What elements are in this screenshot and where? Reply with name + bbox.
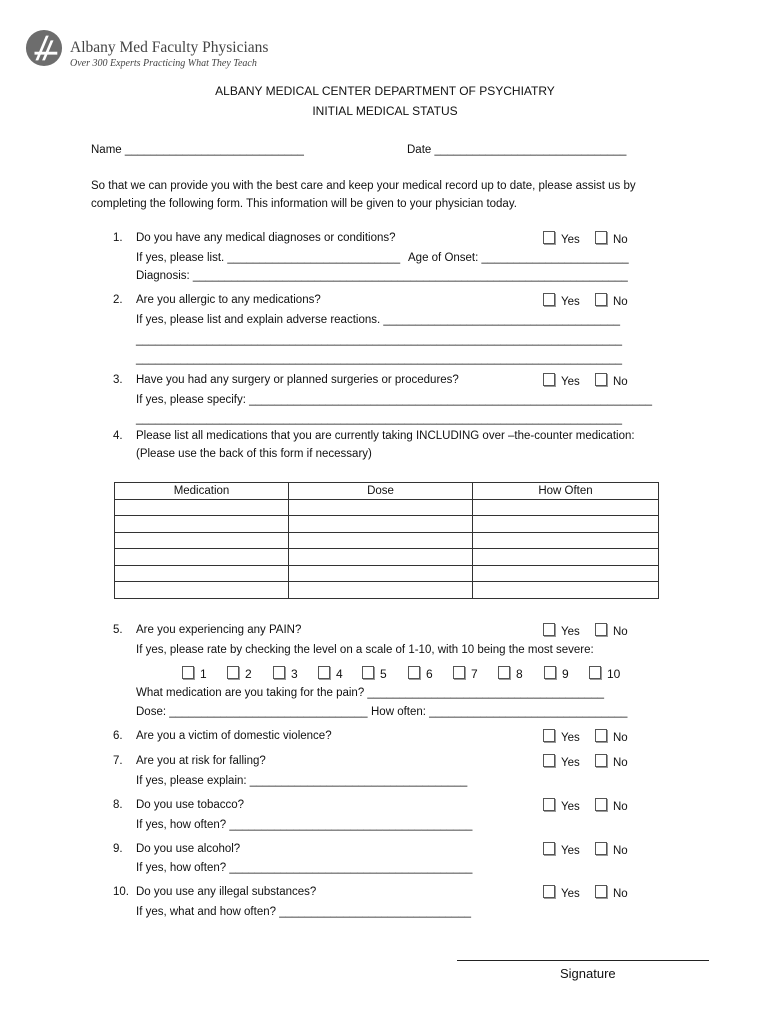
q10-no-checkbox[interactable]: [595, 885, 607, 898]
q7-yes-checkbox[interactable]: [543, 754, 555, 767]
q2-line-1[interactable]: ____________________________________________________________________________: [136, 334, 623, 346]
q1-yes-label: Yes: [561, 234, 580, 246]
table-cell[interactable]: [115, 516, 289, 533]
q6-no-label: No: [612, 732, 628, 744]
pain-3-label: 3: [291, 667, 298, 681]
q5-pain-medication-field[interactable]: What medication are you taking for the pain? _____________________________________: [136, 687, 605, 699]
brand-tagline: Over 300 Experts Practicing What They Teach: [70, 58, 257, 69]
q10-yes-checkbox[interactable]: [543, 885, 555, 898]
table-cell[interactable]: [289, 565, 473, 582]
q3-specify-field[interactable]: If yes, please specify: _______________________________________________________________: [136, 394, 653, 406]
table-cell[interactable]: [289, 582, 473, 599]
table-row: [115, 516, 659, 533]
table-row: [115, 532, 659, 549]
brand-name: Albany Med Faculty Physicians: [70, 39, 269, 56]
q7-text: Are you at risk for falling?: [136, 755, 266, 767]
pain-4-checkbox[interactable]: [318, 666, 330, 679]
q5-scale-instructions: If yes, please rate by checking the level on a scale of 1-10, with 10 being the most severe:: [136, 644, 594, 656]
q7-yes-label: Yes: [561, 757, 580, 769]
q3-yes-label: Yes: [561, 376, 580, 388]
table-row: [115, 499, 659, 516]
q6-yes-label: Yes: [561, 732, 580, 744]
q3-no-label: No: [612, 376, 628, 388]
q8-yes-checkbox[interactable]: [543, 798, 555, 811]
q1-age-onset-field[interactable]: Age of Onset: _______________________: [408, 252, 629, 264]
q9-how-often-field[interactable]: If yes, how often? ______________________________________: [136, 862, 473, 874]
table-cell[interactable]: [115, 532, 289, 549]
q4-number: 4.: [113, 430, 123, 442]
pain-8-checkbox[interactable]: [498, 666, 510, 679]
table-cell[interactable]: [473, 532, 659, 549]
pain-2-checkbox[interactable]: [227, 666, 239, 679]
q5-dose-field[interactable]: Dose: _______________________________: [136, 706, 368, 718]
q8-yes-label: Yes: [561, 801, 580, 813]
pain-3-checkbox[interactable]: [273, 666, 285, 679]
table-header-row: [115, 483, 659, 500]
pain-6-checkbox[interactable]: [408, 666, 420, 679]
table-cell[interactable]: [115, 499, 289, 516]
intro-text-line1: So that we can provide you with the best care and keep your medical record up to date, please assist us by: [91, 180, 636, 192]
q10-yes-label: Yes: [561, 888, 580, 900]
q5-no-checkbox[interactable]: [595, 623, 607, 636]
q7-no-checkbox[interactable]: [595, 754, 607, 767]
pain-7-label: 7: [471, 667, 478, 681]
pain-7-checkbox[interactable]: [453, 666, 465, 679]
pain-1-checkbox[interactable]: [182, 666, 194, 679]
q6-no-checkbox[interactable]: [595, 729, 607, 742]
intro-text-line2: completing the following form. This information will be given to your physician today.: [91, 198, 517, 210]
pain-6-label: 6: [426, 667, 433, 681]
form-title-department: ALBANY MEDICAL CENTER DEPARTMENT OF PSYCHIATRY: [215, 84, 555, 98]
q6-number: 6.: [113, 730, 123, 742]
table-cell[interactable]: [473, 565, 659, 582]
q9-no-checkbox[interactable]: [595, 842, 607, 855]
q1-yes-checkbox[interactable]: [543, 231, 555, 244]
q5-yes-checkbox[interactable]: [543, 623, 555, 636]
q1-number: 1.: [113, 232, 123, 244]
table-cell[interactable]: [473, 499, 659, 516]
table-cell[interactable]: [115, 565, 289, 582]
q8-how-often-field[interactable]: If yes, how often? ______________________________________: [136, 819, 473, 831]
q1-no-label: No: [612, 234, 628, 246]
medication-table: [114, 482, 659, 599]
q7-number: 7.: [113, 755, 123, 767]
q4-text: Please list all medications that you are currently taking INCLUDING over –the-counter medication:: [136, 430, 635, 442]
q2-reactions-field[interactable]: If yes, please list and explain adverse reactions. _____________________________________: [136, 314, 621, 326]
q2-text: Are you allergic to any medications?: [136, 294, 321, 306]
q3-line-1[interactable]: ____________________________________________________________________________: [136, 413, 623, 425]
pain-1-label: 1: [200, 667, 207, 681]
q4-note: (Please use the back of this form if necessary): [136, 448, 372, 460]
table-row: [115, 565, 659, 582]
q3-number: 3.: [113, 374, 123, 386]
q8-no-checkbox[interactable]: [595, 798, 607, 811]
q8-number: 8.: [113, 799, 123, 811]
col-header-dose: Dose: [289, 483, 473, 500]
pain-8-label: 8: [516, 667, 523, 681]
q3-text: Have you had any surgery or planned surgeries or procedures?: [136, 374, 459, 386]
table-cell[interactable]: [473, 516, 659, 533]
pain-9-checkbox[interactable]: [544, 666, 556, 679]
q9-yes-label: Yes: [561, 845, 580, 857]
date-field[interactable]: Date ______________________________: [407, 144, 627, 156]
q3-no-checkbox[interactable]: [595, 373, 607, 386]
q1-list-field[interactable]: If yes, please list. ___________________________: [136, 252, 401, 264]
form-title: INITIAL MEDICAL STATUS: [312, 104, 458, 118]
q8-no-label: No: [612, 801, 628, 813]
q9-text: Do you use alcohol?: [136, 843, 241, 855]
pain-2-label: 2: [245, 667, 252, 681]
q9-no-label: No: [612, 845, 628, 857]
table-cell[interactable]: [115, 582, 289, 599]
q6-text: Are you a victim of domestic violence?: [136, 730, 332, 742]
table-cell[interactable]: [289, 532, 473, 549]
q2-no-checkbox[interactable]: [595, 293, 607, 306]
q9-number: 9.: [113, 843, 123, 855]
table-cell[interactable]: [473, 582, 659, 599]
table-row: [115, 582, 659, 599]
q9-yes-checkbox[interactable]: [543, 842, 555, 855]
q5-no-label: No: [612, 626, 628, 638]
q5-yes-label: Yes: [561, 626, 580, 638]
q2-yes-label: Yes: [561, 296, 580, 308]
q2-line-2[interactable]: ____________________________________________________________________________: [136, 353, 623, 365]
q2-number: 2.: [113, 294, 123, 306]
q1-text: Do you have any medical diagnoses or conditions?: [136, 232, 396, 244]
q2-yes-checkbox[interactable]: [543, 293, 555, 306]
q7-explain-field[interactable]: If yes, please explain: __________________________________: [136, 775, 468, 787]
pain-10-checkbox[interactable]: [589, 666, 601, 679]
q6-yes-checkbox[interactable]: [543, 729, 555, 742]
table-cell[interactable]: [289, 499, 473, 516]
pain-9-label: 9: [562, 667, 569, 681]
q1-diagnosis-field[interactable]: Diagnosis: ____________________________________________________________________: [136, 270, 628, 282]
name-field[interactable]: Name ____________________________: [91, 144, 304, 156]
q5-number: 5.: [113, 624, 123, 636]
table-cell[interactable]: [473, 549, 659, 566]
q5-text: Are you experiencing any PAIN?: [136, 624, 302, 636]
q2-no-label: No: [612, 296, 628, 308]
q5-how-often-field[interactable]: How often: _______________________________: [371, 706, 628, 718]
q3-yes-checkbox[interactable]: [543, 373, 555, 386]
pain-5-checkbox[interactable]: [362, 666, 374, 679]
q10-number: 10.: [113, 886, 129, 898]
albany-med-logo-icon: [25, 29, 63, 67]
table-cell[interactable]: [289, 516, 473, 533]
q10-no-label: No: [612, 888, 628, 900]
q7-no-label: No: [612, 757, 628, 769]
table-cell[interactable]: [289, 549, 473, 566]
q1-no-checkbox[interactable]: [595, 231, 607, 244]
q10-text: Do you use any illegal substances?: [136, 886, 317, 898]
col-header-how-often: How Often: [473, 483, 659, 500]
table-cell[interactable]: [115, 549, 289, 566]
pain-4-label: 4: [336, 667, 343, 681]
q8-text: Do you use tobacco?: [136, 799, 245, 811]
pain-5-label: 5: [380, 667, 387, 681]
table-row: [115, 549, 659, 566]
signature-label: Signature: [560, 966, 616, 981]
q10-what-how-often-field[interactable]: If yes, what and how often? ______________________________: [136, 906, 472, 918]
pain-10-label: 10: [607, 667, 621, 681]
signature-line[interactable]: [457, 960, 709, 961]
col-header-medication: Medication: [115, 483, 289, 500]
